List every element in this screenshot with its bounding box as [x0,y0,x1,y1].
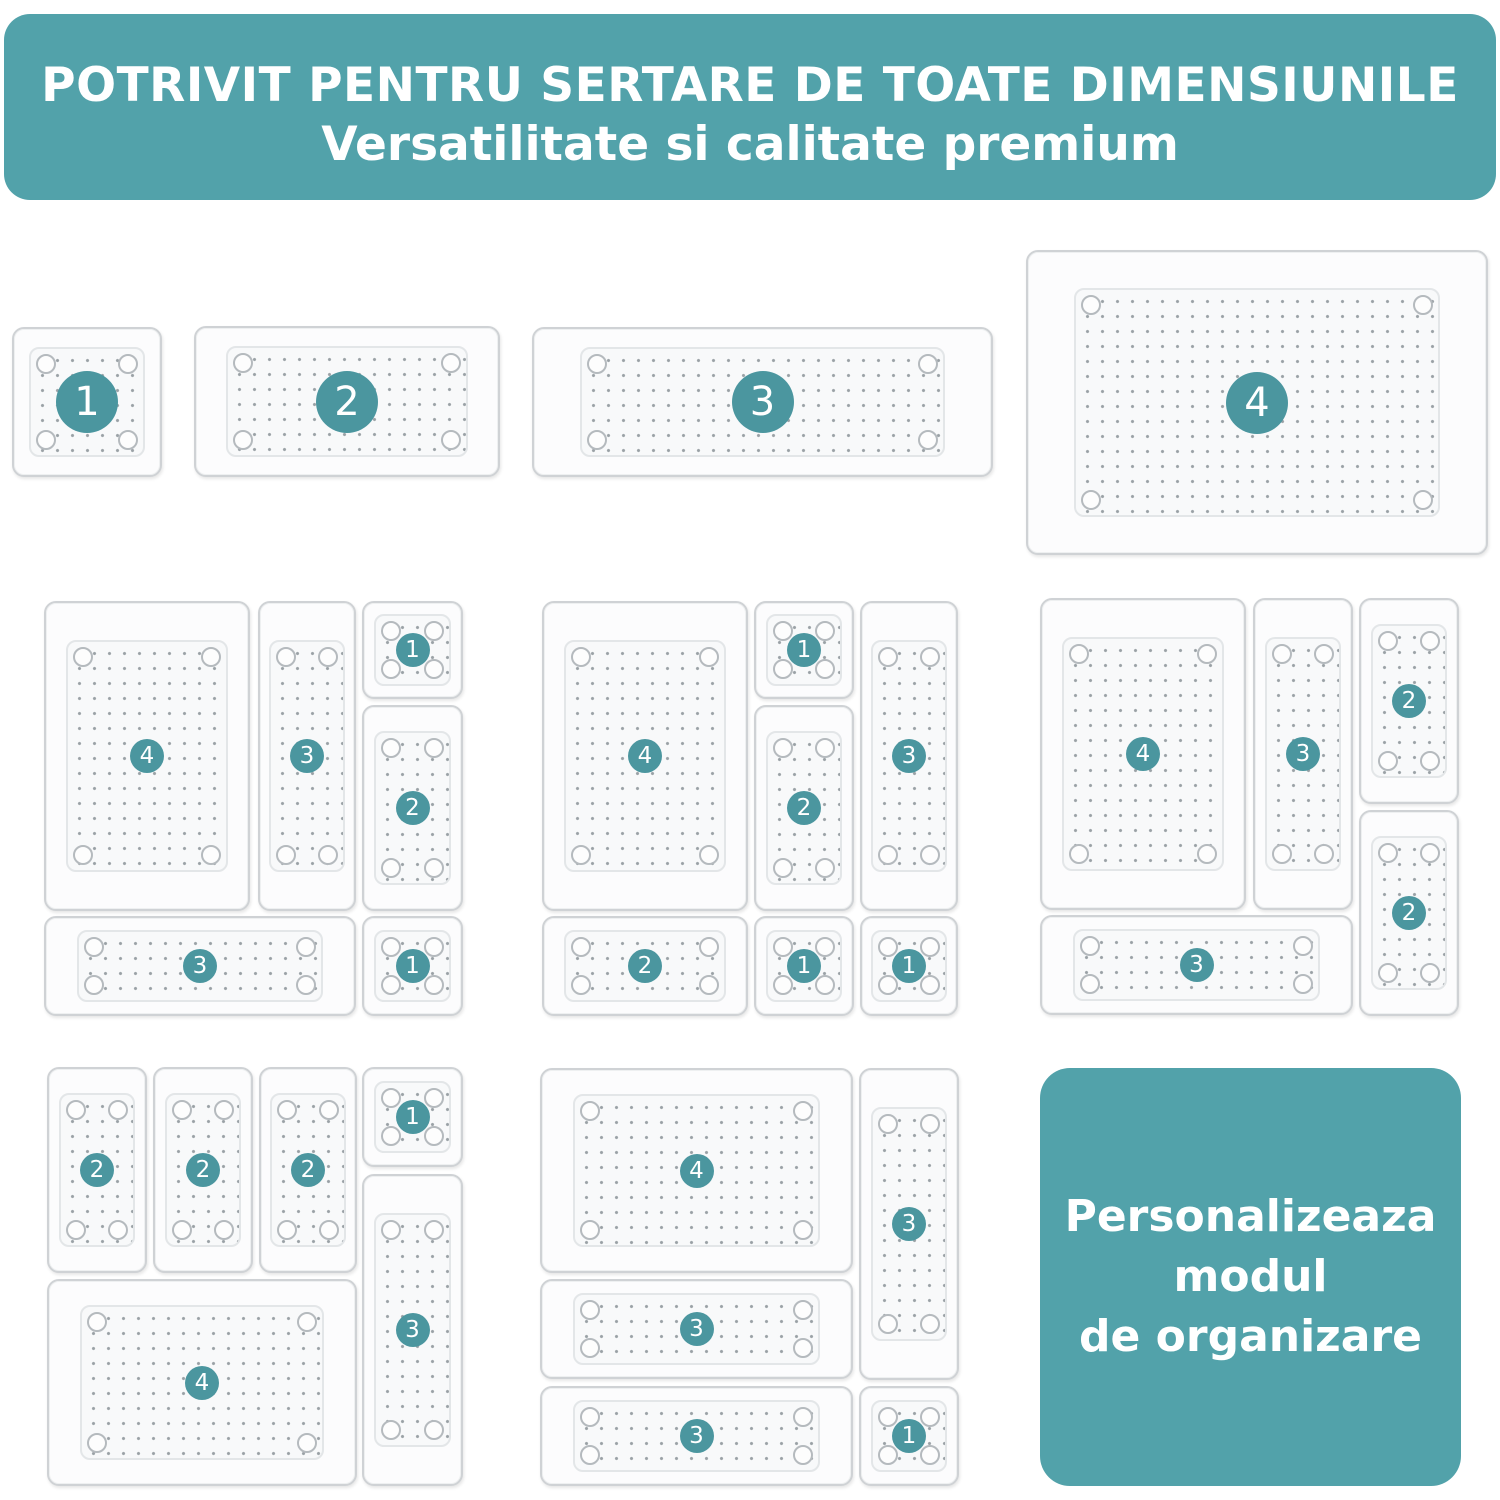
promo-line-2: modul [1173,1251,1328,1302]
size-badge: 2 [1392,896,1426,930]
size-badge: 3 [892,1207,926,1241]
size-badge: 3 [290,739,324,773]
tray-size-2 [1359,810,1459,1016]
tray-size-1 [754,601,854,699]
size-badge: 3 [680,1312,714,1346]
tray-size-1 [362,916,463,1016]
tray-size-3 [532,327,993,477]
size-badge: 4 [185,1366,219,1400]
size-badge: 1 [396,1100,430,1134]
tray-size-4 [540,1068,853,1273]
size-badge: 1 [892,949,926,983]
promo-line-1: Personalizeaza [1064,1191,1437,1242]
tray-size-2 [542,916,748,1016]
tray-size-2 [754,705,854,911]
size-badge: 3 [396,1313,430,1347]
tray-size-3 [859,1068,959,1380]
size-badge: 1 [396,633,430,667]
header-banner [4,14,1496,200]
tray-size-2 [1359,598,1459,804]
promo-box [1040,1068,1461,1486]
tray-size-1 [860,916,958,1016]
tray-size-2 [153,1067,253,1273]
size-badge: 2 [186,1153,220,1187]
tray-size-3 [44,916,356,1016]
tray-size-1 [859,1386,959,1486]
tray-size-4 [1040,598,1246,910]
tray-size-4 [47,1279,357,1486]
tray-size-3 [540,1386,853,1486]
tray-size-3 [362,1174,463,1486]
tray-size-2 [47,1067,147,1273]
tray-size-2 [259,1067,357,1273]
size-badge: 4 [628,739,662,773]
size-badge: 2 [1392,684,1426,718]
tray-size-4 [542,601,748,911]
size-badge: 3 [892,739,926,773]
size-badge: 2 [787,791,821,825]
size-badge: 2 [628,949,662,983]
size-badge: 1 [787,949,821,983]
size-badge: 2 [316,371,378,433]
size-badge: 2 [396,791,430,825]
size-badge: 3 [1180,948,1214,982]
tray-size-1 [754,916,854,1016]
size-badge: 2 [291,1153,325,1187]
tray-size-1 [12,327,162,477]
size-badge: 3 [680,1419,714,1453]
size-badge: 1 [892,1419,926,1453]
size-badge: 4 [1226,372,1288,434]
size-badge: 1 [396,949,430,983]
size-badge: 4 [130,739,164,773]
size-badge: 3 [732,371,794,433]
tray-size-3 [540,1279,853,1379]
tray-size-3 [258,601,356,911]
tray-size-4 [44,601,250,911]
tray-size-3 [1040,915,1353,1015]
tray-size-3 [1253,598,1353,910]
tray-size-2 [362,705,463,911]
size-badge: 4 [680,1154,714,1188]
banner-subtitle: Versatilitate si calitate premium [321,117,1179,172]
promo-line-3: de organizare [1078,1311,1423,1362]
banner-title: POTRIVIT PENTRU SERTARE DE TOATE DIMENSIUNILE [41,58,1459,113]
size-badge: 3 [1286,737,1320,771]
size-badge: 1 [787,633,821,667]
tray-size-4 [1026,250,1488,555]
size-badge: 1 [56,371,118,433]
tray-size-2 [194,326,500,477]
size-badge: 3 [183,949,217,983]
size-badge: 4 [1126,737,1160,771]
size-badge: 2 [80,1153,114,1187]
tray-size-3 [860,601,958,911]
tray-size-1 [362,601,463,699]
tray-size-1 [362,1067,463,1167]
